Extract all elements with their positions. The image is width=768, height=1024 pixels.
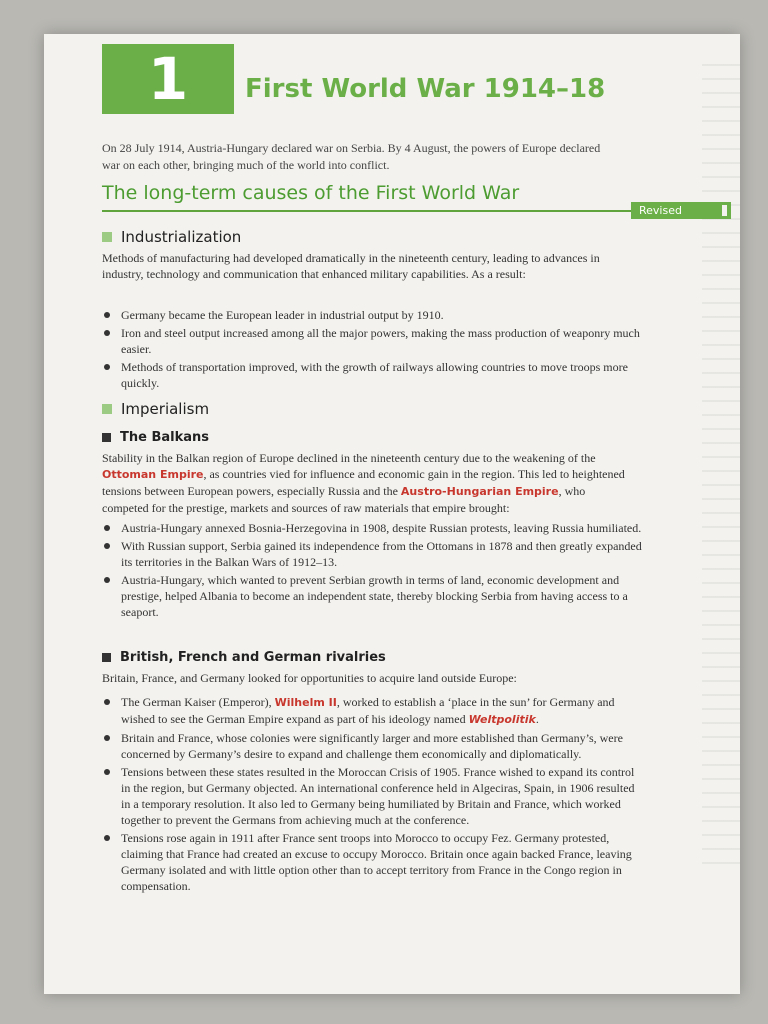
balkans-list xyxy=(102,520,642,622)
square-bullet-icon xyxy=(102,433,111,442)
list-item: Austria-Hungary annexed Bosnia-Herzegovina in 1908, despite Russian protests, leaving Russia humiliated. xyxy=(102,520,642,536)
heading-label: The Balkans xyxy=(120,430,210,445)
rivalries-list xyxy=(102,694,642,896)
list-item: Germany became the European leader in industrial output by 1910. xyxy=(102,307,642,323)
industrialization-list xyxy=(102,307,642,393)
industrialization-paragraph: Methods of manufacturing had developed dramatically in the nineteenth century, leading to advances in industry, technology and communication that enhanced military capabilities. As a result: xyxy=(102,251,600,281)
intro-paragraph: On 28 July 1914, Austria-Hungary declared war on Serbia. By 4 August, the powers of Europe declared war on each other, bringing much of the world into conflict. xyxy=(102,141,601,172)
text-run: . xyxy=(535,712,539,726)
text-run: The German Kaiser (Emperor), xyxy=(121,695,275,709)
text-run: , worked to establish a ‘place in the sun’ for Germany and wished to see the German Empire expand as part of his ideology named xyxy=(121,695,615,726)
list-item: Methods of transportation improved, with the growth of railways allowing countries to move troops more quickly. xyxy=(102,359,642,391)
list-item xyxy=(102,694,642,728)
rivalries-paragraph: Britain, France, and Germany looked for opportunities to acquire land outside Europe: xyxy=(102,671,517,685)
square-bullet-icon xyxy=(102,653,111,662)
textbook-page xyxy=(44,34,740,994)
balkans-paragraph xyxy=(102,450,632,516)
heading-label: Industrialization xyxy=(121,228,242,246)
square-bullet-icon xyxy=(102,404,112,414)
list-item: Tensions between these states resulted in the Moroccan Crisis of 1905. France wished to expand its control in the region, but Germany objected. An international conference held in Algeciras, Spain, in 1906 resulted in a temporary resolution. It also led to Germany being humiliated by Britain and France, which worked together to prevent the Germans from achieving much at the conference. xyxy=(102,764,642,828)
revised-label: Revised xyxy=(639,204,682,217)
heading-industrialization xyxy=(102,228,241,246)
chapter-title: First World War 1914–18 xyxy=(245,74,606,104)
heading-rivalries xyxy=(102,650,386,665)
badge-tab-icon xyxy=(722,205,727,216)
section-title: The long-term causes of the First World War xyxy=(102,182,520,204)
list-item: With Russian support, Serbia gained its independence from the Ottomans in 1878 and then greatly expanded its territories in the Balkan Wars of 1912–13. xyxy=(102,538,642,570)
key-term-ottoman: Ottoman Empire xyxy=(102,468,204,481)
text-run: , as countries vied for influence and economic gain in the region. This led to heightened tensions between European powers, especially Russia and the xyxy=(102,467,625,498)
heading-label: Imperialism xyxy=(121,400,210,418)
list-item: Iron and steel output increased among all the major powers, making the mass production of weaponry much easier. xyxy=(102,325,642,357)
key-term-austro-hungarian: Austro-Hungarian Empire xyxy=(400,485,559,498)
key-term-weltpolitik: Weltpolitik xyxy=(468,713,536,726)
bleed-through xyxy=(702,64,740,864)
list-item: Austria-Hungary, which wanted to prevent Serbian growth in terms of land, economic development and prestige, helped Albania to become an independent state, thereby blocking Serbia from having access to a seaport. xyxy=(102,572,642,620)
list-item: Tensions rose again in 1911 after France sent troops into Morocco to occupy Fez. Germany protested, claiming that France had created an excuse to occupy Morocco. Britain once again backed France, leaving Germany isolated and with little option other than to accept territory from France in the Congo region in compensation. xyxy=(102,830,642,894)
square-bullet-icon xyxy=(102,232,112,242)
key-term-wilhelm: Wilhelm II xyxy=(274,696,337,709)
revised-badge xyxy=(631,202,731,219)
chapter-number: 1 xyxy=(102,44,234,114)
text-run: Stability in the Balkan region of Europe declined in the nineteenth century due to the weakening of the xyxy=(102,451,596,465)
list-item: Britain and France, whose colonies were significantly larger and more established than Germany’s, were concerned by Germany’s desire to expand and challenge them economically and diplomatically. xyxy=(102,730,642,762)
heading-label: British, French and German rivalries xyxy=(120,650,386,665)
section-rule xyxy=(102,210,682,212)
heading-balkans xyxy=(102,430,209,445)
heading-imperialism xyxy=(102,400,209,418)
text-run: , who competed for the prestige, markets and sources of raw materials that empire brought: xyxy=(102,484,586,515)
